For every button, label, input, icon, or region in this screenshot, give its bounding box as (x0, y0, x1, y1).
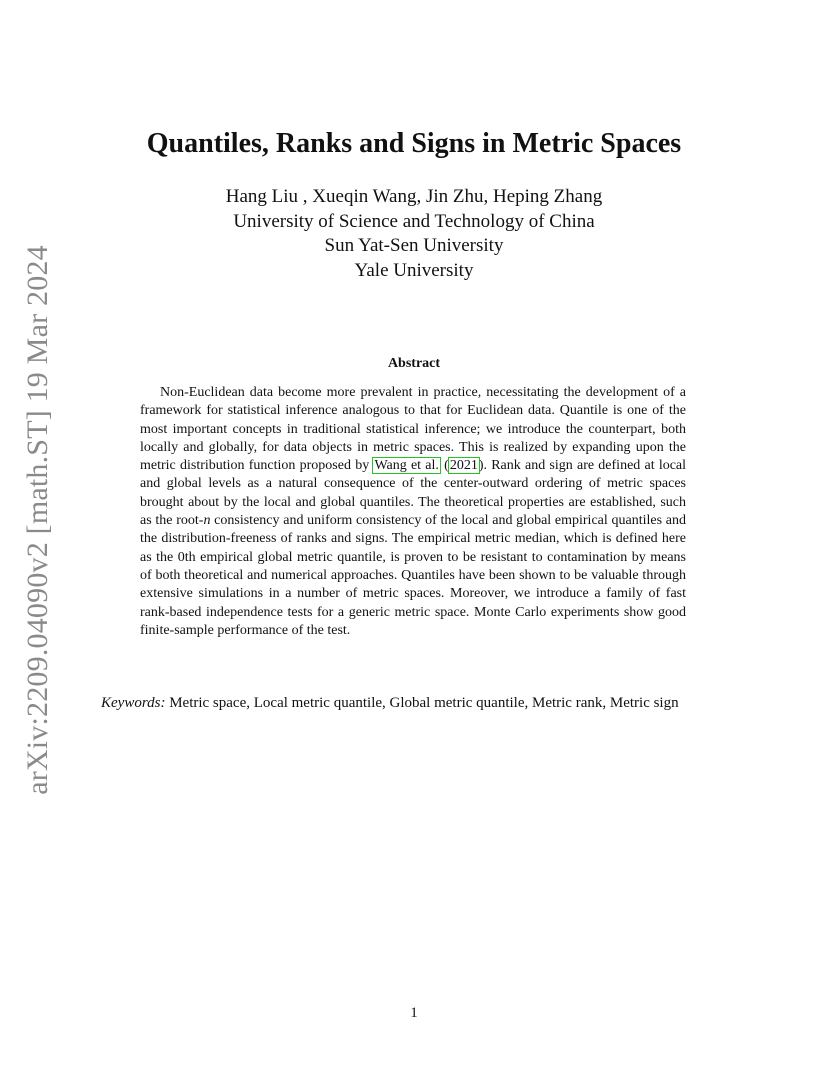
page-number: 1 (410, 1005, 418, 1021)
paper-title: Quantiles, Ranks and Signs in Metric Spaces (146, 128, 682, 159)
author-names: Hang Liu , Xueqin Wang, Jin Zhu, Heping Zhang (225, 186, 603, 207)
affiliation-3: Yale University (354, 259, 474, 281)
citation-open-paren: ( (444, 458, 449, 474)
citation-link-author[interactable]: Wang et al. (374, 458, 439, 474)
arxiv-stamp-text: arXiv:2209.04090v2 [math.ST] 19 Mar 2024 (21, 245, 54, 795)
keywords-label: Keywords: (101, 695, 166, 711)
abstract-body (140, 384, 686, 640)
affiliation-1: University of Science and Technology of China (233, 210, 595, 232)
citation-link-year[interactable]: 2021 (449, 458, 478, 474)
abstract-heading: Abstract (387, 356, 441, 371)
affiliation-2: Sun Yat-Sen University (324, 235, 504, 256)
citation-close-paren: ) (478, 458, 484, 474)
keywords-line (101, 693, 727, 713)
keywords-text: Metric space, Local metric quantile, Global metric quantile, Metric rank, Metric sign (169, 695, 679, 711)
abstract-text-before: Non-Euclidean data become more prevalent in practice, necessitating the development of a framework for statistical inference analogous to that for Euclidean data. Quantile is one of the most important concepts in traditional statistical inference; we introduce the counterpart, both locally and globally, for data objects in metric spaces. This is realized by expanding upon the metric distribution function proposed by (140, 385, 686, 474)
abstract-text-after: consistency and uniform consistency of the local and global empirical quantiles and the distribution-freeness of ranks and signs. The empirical metric median, which is defined here as the 0th empirical global metric quantile, is proven to be resistant to contamination by means of both theoretical and numerical approaches. Quantiles have been shown to be valuable through extensive simulations in a number of metric spaces. Moreover, we introduce a family of fast rank-based independence tests for a generic metric space. Monte Carlo experiments show good finite-sample performance of the test. (140, 513, 686, 638)
abstract-text-mid: . Rank and sign are defined at local and global levels as a natural consequence of the center-outward ordering of metric spaces brought about by the local and global quantiles. The theoretical properties are established, such as the root- (140, 458, 687, 529)
author-block (0, 185, 828, 283)
math-n: n (203, 513, 211, 529)
